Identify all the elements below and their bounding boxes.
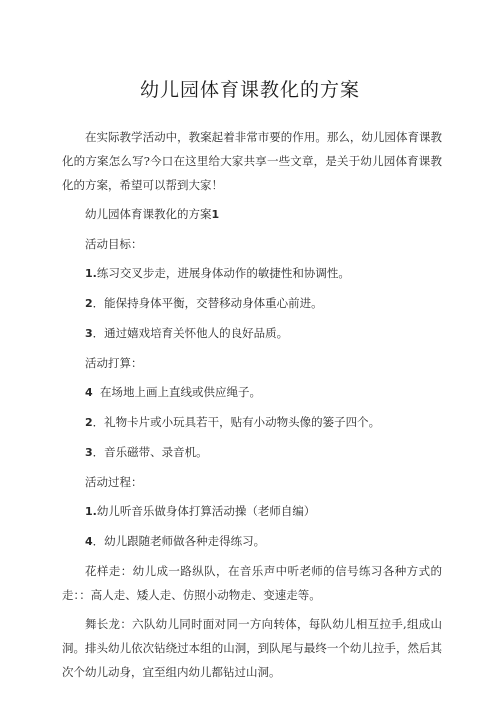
section-heading-number: 1 bbox=[211, 208, 220, 221]
section-heading-text: 幼儿园体育课教化的方案 bbox=[85, 207, 212, 221]
process-label: 活动过程： bbox=[85, 475, 143, 489]
goal-text: 练习交叉步走，进展身体动作的敏捷性和协调性。 bbox=[96, 266, 350, 280]
document-body bbox=[62, 125, 442, 684]
prep-text: 在场地上画上直线或供应绳子。 bbox=[99, 385, 261, 399]
goal-item bbox=[62, 321, 442, 346]
process-item bbox=[62, 499, 442, 524]
goal-number: 2 bbox=[85, 297, 93, 310]
goal-text: ．通过嬉戏培育关怀他人的良好品质。 bbox=[92, 326, 289, 340]
prep-number: 2 bbox=[85, 416, 93, 429]
prep-text: ．礼物卡片或小玩具若干，贴有小动物头像的篓子四个。 bbox=[92, 415, 381, 429]
prep-item bbox=[62, 410, 442, 435]
goal-number: 3 bbox=[85, 327, 93, 340]
walk-paragraph: 花样走：幼儿成一路纵队，在音乐声中听老师的信号练习各种方式的走：：高人走、矮人走、仿照小动物走、变速走等。 bbox=[62, 564, 442, 602]
section-heading bbox=[62, 202, 442, 227]
goal-number: 1. bbox=[85, 267, 97, 280]
prep-text: ．音乐磁带、录音机。 bbox=[92, 445, 208, 459]
goal-item bbox=[62, 291, 442, 316]
dragon-paragraph: 舞长龙：六队幼儿同时面对同一方向转体，每队幼儿相互拉手,组成山洞。排头幼儿依次钻绕过本组的山洞，到队尾与最终一个幼儿拉手，然后其次个幼儿动身，宜至组内幼儿都钻过山洞。 bbox=[62, 617, 442, 679]
goal-text: ．能保持身体平衡，交替移动身体重心前进。 bbox=[92, 296, 323, 310]
process-text: ．幼儿跟随老师做各种走得练习。 bbox=[92, 534, 266, 548]
process-text: 幼儿听音乐做身体打算活动操（老师自编） bbox=[96, 504, 316, 518]
prep-number: 3 bbox=[85, 446, 93, 459]
prep-number: 4 bbox=[85, 386, 93, 399]
prep-item bbox=[62, 380, 442, 405]
process-number: 1. bbox=[85, 505, 97, 518]
goal-item bbox=[62, 261, 442, 286]
process-item bbox=[62, 529, 442, 554]
goals-label: 活动目标： bbox=[85, 237, 143, 251]
intro-paragraph: 在实际教学活动中，教案起着非常市要的作用。那么，幼儿园体育课教化的方案怎么写?今口在这里给大家共享一些文章，是关于幼儿园体育课教化的方案，希望可以帮到大家！ bbox=[62, 130, 442, 192]
process-number: 4 bbox=[85, 535, 93, 548]
prep-label: 活动打算： bbox=[85, 356, 143, 370]
prep-item bbox=[62, 440, 442, 465]
document-title: 幼儿园体育课教化的方案 bbox=[139, 79, 360, 101]
